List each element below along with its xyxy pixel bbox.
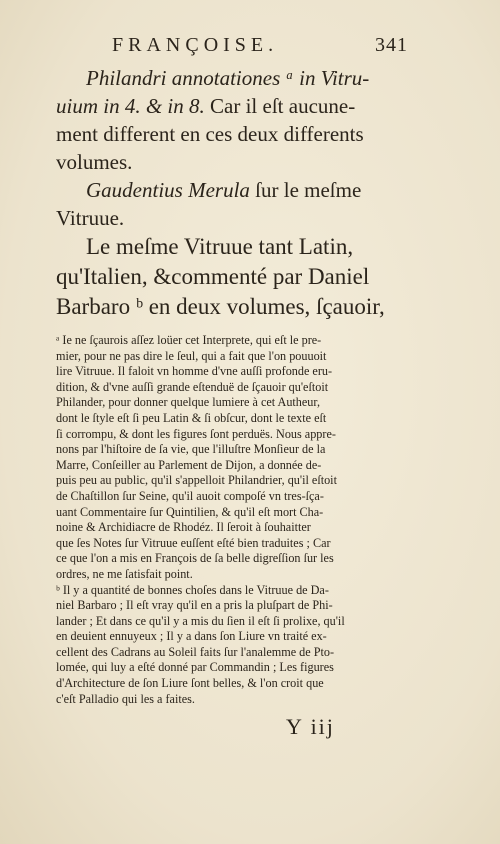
main-line-6: Vitruue. (56, 206, 125, 230)
footnote-b (56, 583, 398, 708)
footnote-a (56, 333, 398, 583)
footnote-a-line: noine & Archidiacre de Rhodéz. Il ſeroit à ſouhaitter (56, 520, 311, 535)
footnote-b-line: en deuient ennuyeux ; Il y a dans ſon Liure vn traité ex- (56, 629, 327, 644)
main-line-2 (56, 92, 396, 120)
footnote-b-line: lomée, qui luy a eſté donné par Commandin ; Les figures (56, 660, 334, 675)
main-line-5-roman: ſur le meſme (249, 178, 362, 202)
footnote-a-line: de Chaſtillon ſur Seine, qu'il auoit compoſé vn tres-ſça- (56, 488, 324, 503)
main-line-2-roman: Car il eſt aucune- (204, 94, 356, 118)
footnote-b-line: ᵇ Il y a quantité de bonnes choſes dans le Vitruue de Da- (56, 582, 329, 597)
footnote-a-line: mier, pour ne pas dire le ſeul, qui a fait que l'on pouuoit (56, 348, 327, 363)
signature-mark: Y iij (286, 714, 335, 739)
footnote-a-line: Philander, pour donner quelque lumiere à cet Autheur, (56, 395, 321, 410)
footnote-a-line: ce que l'on a mis en François de ſa belle digreſſion ſur les (56, 551, 334, 566)
footnote-a-line: dont le ſtyle eſt ſi peu Latin & ſi obſcur, dont le texte eſt (56, 410, 327, 425)
main-line-1: Philandri annotationes ᵃ in Vitru- (86, 66, 370, 90)
footnote-a-line: ordres, ne me ſatisfait point. (56, 566, 193, 581)
footnote-a-line: que ſes Notes ſur Vitruue euſſent eſté bien traduites ; Car (56, 535, 331, 550)
main-line-5-italic: Gaudentius Merula (86, 178, 250, 202)
main-line-2-italic: uium in 4. & in 8. (56, 94, 205, 118)
main-line-7: Le meſme Vitruue tant Latin, (86, 234, 354, 259)
footnote-a-line: ᵃ Ie ne ſçaurois aſſez loüer cet Interprete, qui eſt le pre- (56, 333, 322, 347)
footnote-a-line: nons par l'hiſtoire de ſa vie, que l'illuſtre Monſieur de la (56, 442, 326, 457)
footnote-b-line: d'Architecture de ſon Liure ſont belles, & l'on croit que (56, 676, 324, 691)
main-text (56, 64, 396, 322)
main-line-9: Barbaro ᵇ en deux volumes, ſçauoir, (56, 294, 385, 319)
footnote-a-line: puis peu au public, qu'il s'appelloit Philandrier, qu'il eſtoit (56, 473, 337, 488)
footnote-a-line: uant Commentaire ſur Quintilien, & qu'il eſt mort Cha- (56, 504, 324, 519)
footnote-a-line: dition, & d'vne auſſi grande eſtenduë de ſçauoir qu'eſtoit (56, 379, 329, 394)
main-line-5 (56, 176, 396, 204)
footnote-b-line: cellent des Cadrans au Soleil faits ſur l'analemme de Pto- (56, 644, 335, 659)
footnote-a-line: Marre, Conſeiller au Parlement de Dijon, a donnée de- (56, 457, 322, 472)
footnote-b-line: niel Barbaro ; Il eſt vray qu'il en a pris la pluſpart de Phi- (56, 598, 333, 613)
main-line-4: volumes. (56, 150, 133, 174)
running-title: FRANÇOISE. (112, 34, 279, 56)
footnote-a-line: ſi corrompu, & dont les figures ſont perduës. Nous appre- (56, 426, 336, 441)
main-line-3: ment different en ces deux differents (56, 122, 364, 146)
footnotes (56, 333, 398, 707)
footnote-a-line: lire Vitruue. Il faloit vn homme d'vne auſſi profonde eru- (56, 364, 333, 379)
footnote-b-line: c'eſt Palladio qui les a faites. (56, 691, 195, 706)
footnote-b-line: lander ; Et dans ce qu'il y a mis du ſien il eſt ſi prolixe, qu'il (56, 613, 345, 628)
main-line-8: qu'Italien, &commenté par Daniel (56, 264, 370, 289)
page-number: 341 (375, 34, 408, 56)
running-header (112, 34, 408, 57)
